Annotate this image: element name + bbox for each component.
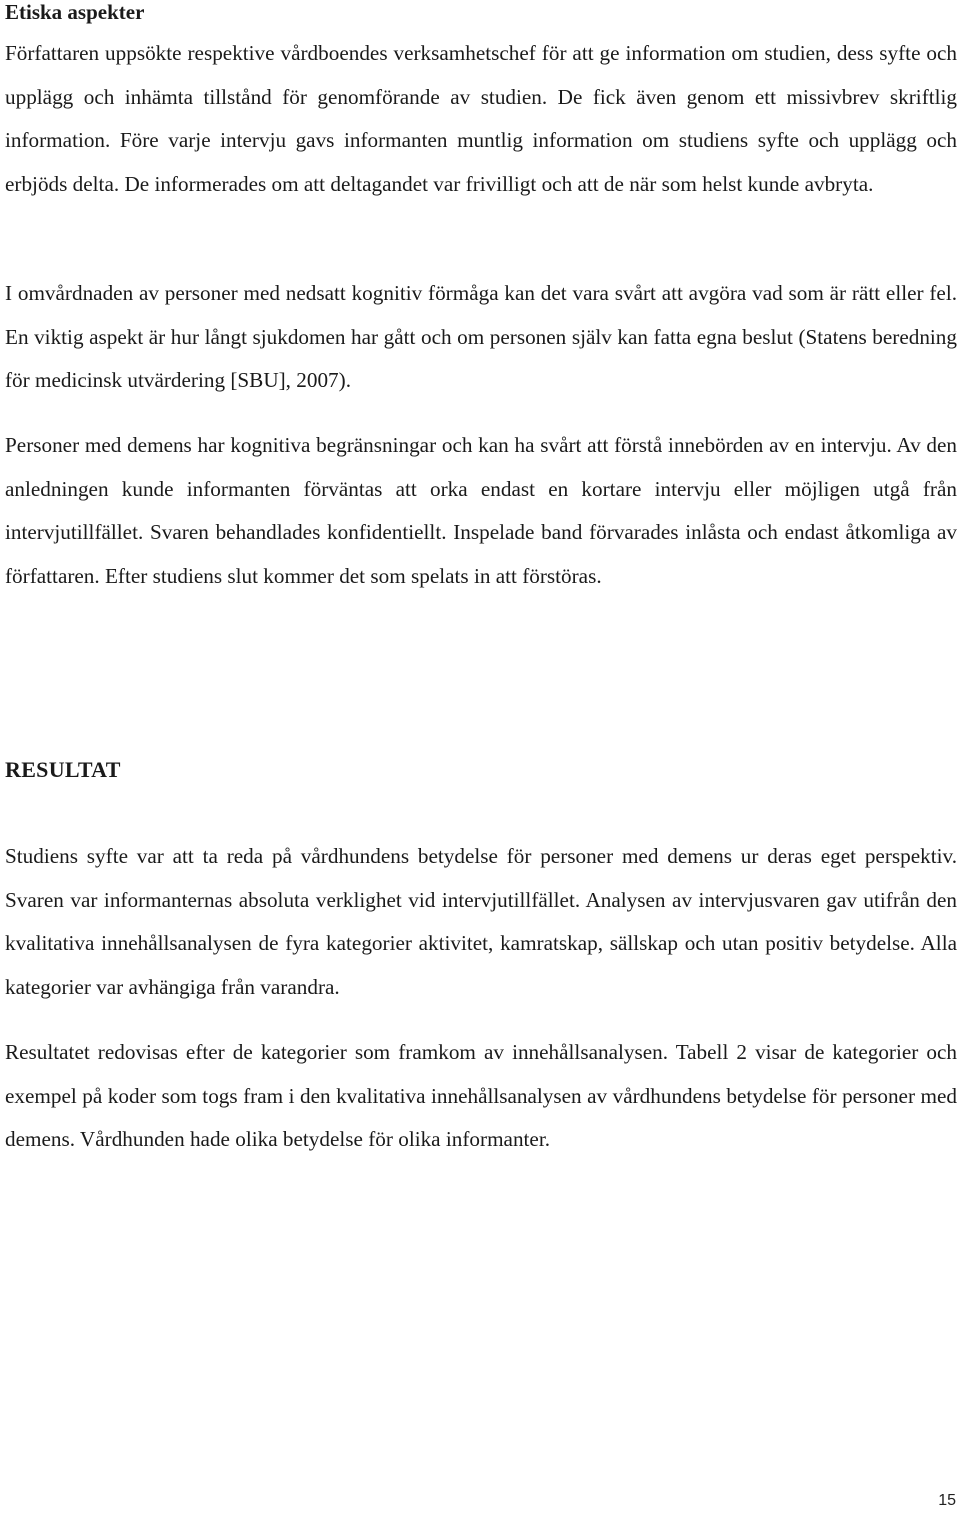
- page-number: 15: [938, 1492, 956, 1509]
- ethics-paragraph-3: Personer med demens har kognitiva begränsningar och kan ha svårt att förstå innebörden av en intervju. Av den anledningen kunde informanten förväntas att orka endast en kortare intervju eller möjligen utgå från intervjutillfället. Svaren behandlades konfidentiellt. Inspelade band förvarades inlåsta och endast åtkomliga av författaren. Efter studiens slut kommer det som spelats in att förstöras.: [5, 433, 957, 588]
- results-paragraph-2: Resultatet redovisas efter de kategorier som framkom av innehållsanalysen. Tabell 2 visar de kategorier och exempel på koder som togs fram i den kvalitativa innehållsanalysen av vårdhundens betydelse för personer med demens. Vårdhunden hade olika betydelse för olika informanter.: [5, 1040, 957, 1151]
- section-heading-resultat: RESULTAT: [5, 757, 121, 782]
- ethics-paragraph-2: I omvårdnaden av personer med nedsatt kognitiv förmåga kan det vara svårt att avgöra vad som är rätt eller fel. En viktig aspekt är hur långt sjukdomen har gått och om personen själv kan fatta egna beslut (Statens beredning för medicinsk utvärdering [SBU], 2007).: [5, 281, 957, 392]
- results-paragraph-1: Studiens syfte var att ta reda på vårdhundens betydelse för personer med demens ur deras eget perspektiv. Svaren var informanternas absoluta verklighet vid intervjutillfället. Analysen av intervjusvaren gav utifrån den kvalitativa innehållsanalysen de fyra kategorier aktivitet, kamratskap, sällskap och utan positiv betydelse. Alla kategorier var avhängiga från varandra.: [5, 844, 957, 999]
- section-heading-etiska-aspekter: Etiska aspekter: [5, 0, 145, 24]
- ethics-paragraph-1: Författaren uppsökte respektive vårdboendes verksamhetschef för att ge information om studien, dess syfte och upplägg och inhämta tillstånd för genomförande av studien. De fick även genom ett missivbrev skriftlig information. Före varje intervju gavs informanten muntlig information om studiens syfte och upplägg och erbjöds delta. De informerades om att deltagandet var frivilligt och att de när som helst kunde avbryta.: [5, 41, 957, 196]
